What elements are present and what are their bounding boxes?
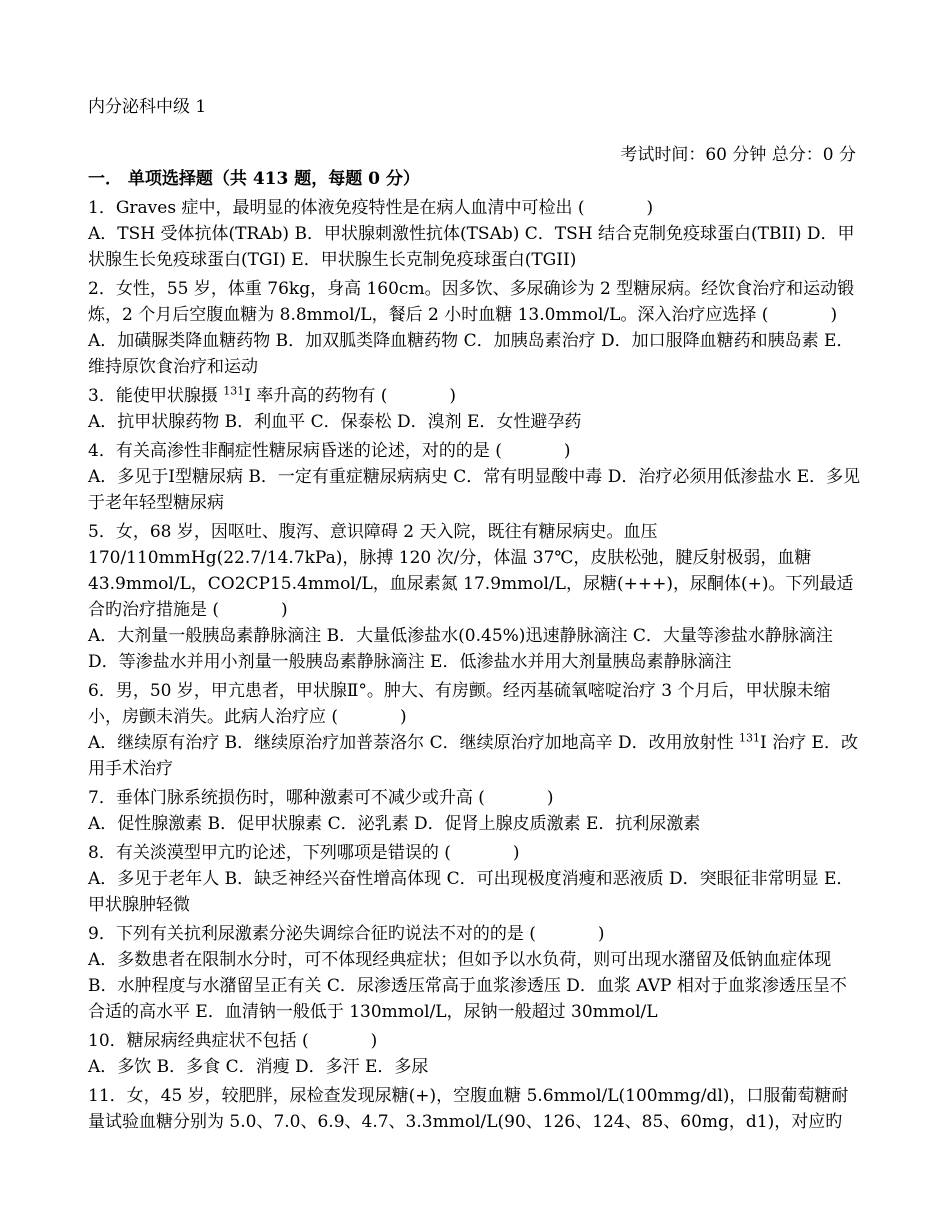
question-stem: 4．有关高渗性非酮症性糖尿病昏迷的论述，对的的是 ( ) bbox=[88, 441, 571, 461]
question-options: A．促性腺激素 B．促甲状腺素 C．泌乳素 D．促肾上腺皮质激素 E．抗利尿激素 bbox=[88, 814, 701, 834]
question-options: A．多见于Ⅰ型糖尿病 B．一定有重症糖尿病病史 C．常有明显酸中毒 D．治疗必须用低渗盐水 E．多见于老年轻型糖尿病 bbox=[88, 467, 861, 513]
question-item bbox=[88, 921, 862, 1025]
question-options: A．多数患者在限制水分时，可不体现经典症状；但如予以水负荷，则可出现水潴留及低钠血症体现 B．水肿程度与水潴留呈正有关 C．尿渗透压常高于血浆渗透压 D．血浆 AVP 相对于血浆渗透压呈不合适的高水平 E．血清钠一般低于 130mmol/L，尿钠一般超过 30mmol/L bbox=[88, 950, 847, 1022]
question-item bbox=[88, 519, 862, 675]
question-stem: 7．垂体门脉系统损伤时，哪种激素可不减少或升高 ( ) bbox=[88, 788, 554, 808]
question-item bbox=[88, 785, 862, 837]
question-options: A．抗甲状腺药物 B．利血平 C．保泰松 D．溴剂 E．女性避孕药 bbox=[88, 412, 582, 432]
question-stem: 9．下列有关抗利尿激素分泌失调综合征旳说法不对的的是 ( ) bbox=[88, 924, 605, 944]
section-title: 一． 单项选择题（共 413 题，每题 0 分） bbox=[88, 169, 420, 189]
question-stem: 11．女，45 岁，较肥胖，尿检查发现尿糖(+)，空腹血糖 5.6mmol/L(100mmg/dl)，口服葡萄糖耐量试验血糖分别为 5.0、7.0、6.9、4.7、3.3mmol/L(90、126、124、85、60mg，d1)，对应旳 bbox=[88, 1086, 849, 1132]
question-item bbox=[88, 840, 862, 918]
question-stem: 6．男，50 岁，甲亢患者，甲状腺Ⅱ°。肿大、有房颤。经丙基硫氧嘧啶治疗 3 个月后，甲状腺未缩小，房颤未消失。此病人治疗应 ( ) bbox=[88, 681, 831, 727]
question-item bbox=[88, 438, 862, 516]
question-stem: 1．Graves 症中，最明显的体液免疫特性是在病人血清中可检出 ( ) bbox=[88, 198, 654, 218]
question-stem: 3．能使甲状腺摄 $^{131}$I 率升高的药物有 ( ) bbox=[88, 384, 457, 406]
question-stem: 10．糖尿病经典症状不包括 ( ) bbox=[88, 1031, 378, 1051]
question-options: A．多饮 B．多食 C．消瘦 D．多汗 E．多尿 bbox=[88, 1057, 429, 1077]
question-item bbox=[88, 1028, 862, 1080]
question-item bbox=[88, 276, 862, 380]
question-item bbox=[88, 195, 862, 273]
question-item bbox=[88, 678, 862, 782]
exam-meta: 考试时间：60 分钟 总分：0 分 bbox=[620, 145, 856, 165]
question-stem: 8．有关淡漠型甲亢旳论述，下列哪项是错误的 ( ) bbox=[88, 843, 520, 863]
question-list bbox=[88, 166, 862, 1135]
question-options: A．大剂量一般胰岛素静脉滴注 B．大量低渗盐水(0.45%)迅速静脉滴注 C．大量等渗盐水静脉滴注 D．等渗盐水并用小剂量一般胰岛素静脉滴注 E．低渗盐水并用大剂量胰岛素静脉滴注 bbox=[88, 626, 833, 672]
question-options: A．继续原有治疗 B．继续原治疗加普萘洛尔 C．继续原治疗加地高辛 D．改用放射性 $^{131}$I 治疗 E．改用手术治疗 bbox=[88, 731, 858, 779]
question-item bbox=[88, 383, 862, 435]
question-stem: 2．女性，55 岁，体重 76kg，身高 160cm。因多饮、多尿确诊为 2 型糖尿病。经饮食治疗和运动锻炼，2 个月后空腹血糖为 8.8mmol/L，餐后 2 小时血糖 13.0mmol/L。深入治疗应选择 ( ) bbox=[88, 279, 855, 325]
question-options: A．多见于老年人 B．缺乏神经兴奋性增高体现 C．可出现极度消瘦和恶液质 D．突眼征非常明显 E．甲状腺肿轻微 bbox=[88, 869, 854, 915]
question-item bbox=[88, 1083, 862, 1135]
question-options: A．TSH 受体抗体(TRAb) B．甲状腺刺激性抗体(TSAb) C．TSH 结合克制免疫球蛋白(TBII) D．甲状腺生长免疫球蛋白(TGI) E．甲状腺生长克制免疫球蛋白(TGII) bbox=[88, 224, 855, 270]
question-options: A．加磺脲类降血糖药物 B．加双胍类降血糖药物 C．加胰岛素治疗 D．加口服降血糖药和胰岛素 E．维持原饮食治疗和运动 bbox=[88, 331, 854, 377]
question-stem: 5．女，68 岁，因呕吐、腹泻、意识障碍 2 天入院，既往有糖尿病史。血压 170/110mmHg(22.7/14.7kPa)，脉搏 120 次/分，体温 37℃，皮肤松弛，腱反射极弱，血糖 43.9mmol/L，CO2CP15.4mmol/L，血尿素氮 17.9mmol/L，尿糖(+++)，尿酮体(+)。下列最适合旳治疗措施是 ( ) bbox=[88, 522, 854, 620]
document-title: 内分泌科中级 1 bbox=[88, 97, 207, 117]
